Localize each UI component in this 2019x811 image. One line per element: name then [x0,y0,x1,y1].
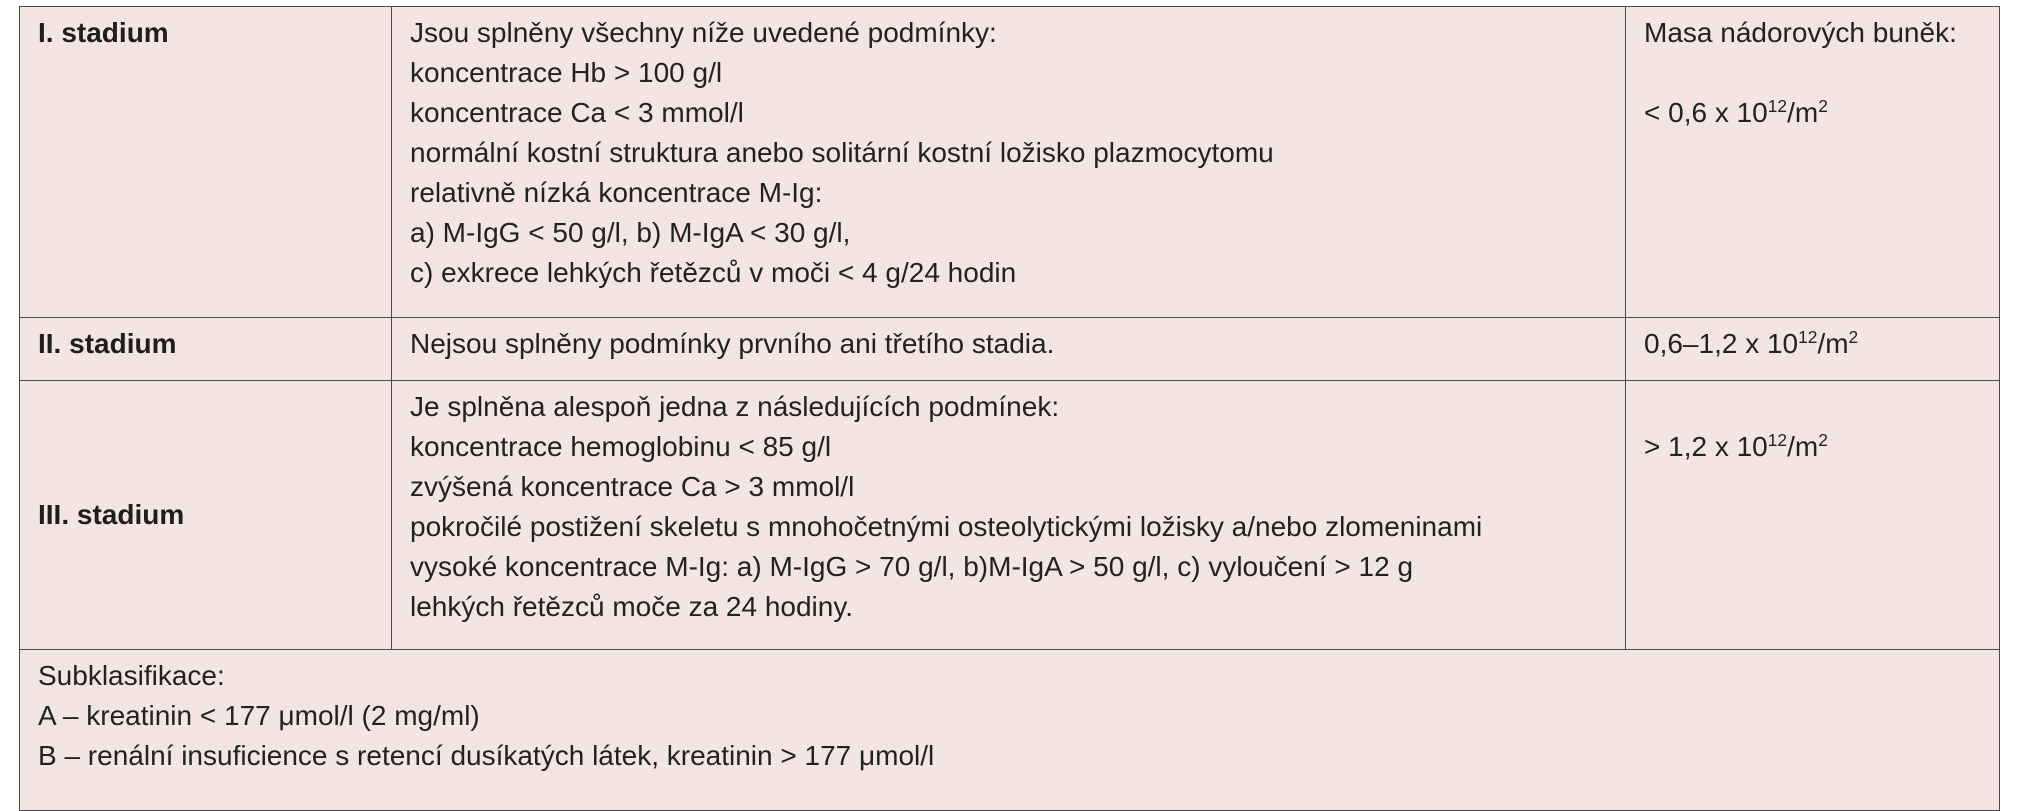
mass-unit-exponent: 2 [1818,96,1828,116]
mass-value-prefix: > 1,2 x 10 [1644,431,1768,462]
table-row-stage-3 [20,381,2000,650]
mass-value-exponent: 12 [1798,327,1818,347]
stage-3-condition-line: Je splněna alespoň jedna z následujících podmínek: [410,391,1060,422]
stage-1-label: I. stadium [38,17,169,48]
stage-3-mass-cell [1626,381,2000,650]
stage-1-condition-line: relativně nízká koncentrace M-Ig: [410,177,823,208]
stage-2-condition-line: Nejsou splněny podmínky prvního ani třetího stadia. [410,328,1055,359]
mass-value-prefix: < 0,6 x 10 [1644,97,1768,128]
mass-value-exponent: 12 [1767,96,1788,116]
stage-3-condition-line: koncentrace hemoglobinu < 85 g/l [410,431,832,462]
mass-unit-exponent: 2 [1818,430,1828,450]
spacer [1644,387,1981,427]
stage-2-mass-value [1644,324,1981,364]
stage-1-condition-line: c) exkrece lehkých řetězců v moči < 4 g/24 hodin [410,257,1017,288]
subclassification-cell [20,650,2000,811]
table-row-stage-2 [20,318,2000,381]
stage-3-condition-line: pokročilé postižení skeletu s mnohočetnými osteolytickými ložisky a/nebo zlomeninami [410,511,1483,542]
stage-2-conditions-cell [392,318,1626,381]
stage-1-condition-line: koncentrace Ca < 3 mmol/l [410,97,744,128]
mass-value-unit: /m [1817,328,1849,359]
stage-2-label-cell [20,318,392,381]
stage-3-label: III. stadium [38,499,185,530]
tumor-mass-heading: Masa nádorových buněk: [1644,17,1957,48]
stage-1-condition-line: a) M-IgG < 50 g/l, b) M-IgA < 30 g/l, [410,217,851,248]
table-row-subclassification [20,650,2000,811]
stage-3-conditions-cell [392,381,1626,650]
stage-1-condition-line: koncentrace Hb > 100 g/l [410,57,723,88]
stage-2-label: II. stadium [38,328,177,359]
stage-2-mass-cell [1626,318,2000,381]
mass-value-unit: /m [1787,97,1819,128]
subclassification-a: A – kreatinin < 177 μmol/l (2 mg/ml) [38,700,480,731]
stage-3-condition-line: zvýšená koncentrace Ca > 3 mmol/l [410,471,855,502]
stage-1-condition-line: Jsou splněny všechny níže uvedené podmínky: [410,17,997,48]
stage-3-condition-line: lehkých řetězců moče za 24 hodiny. [410,591,854,622]
mass-value-exponent: 12 [1767,430,1788,450]
mass-unit-exponent: 2 [1848,327,1859,347]
stage-1-mass-value [1644,93,1981,133]
subclassification-heading: Subklasifikace: [38,660,225,691]
stage-1-conditions-cell [392,7,1626,318]
stage-3-label-cell [20,381,392,650]
subclassification-b: B – renální insuficience s retencí dusíkatých látek, kreatinin > 177 μmol/l [38,740,935,771]
mass-value-prefix: 0,6–1,2 x 10 [1644,328,1799,359]
stage-3-condition-line: vysoké koncentrace M-Ig: a) M-IgG > 70 g/l, b)M-IgA > 50 g/l, c) vyloučení > 12 g [410,551,1414,582]
mass-value-unit: /m [1787,431,1819,462]
stage-1-mass-cell [1626,7,2000,318]
staging-table [19,6,2000,811]
stage-1-label-cell [20,7,392,318]
stage-3-mass-value [1644,427,1981,467]
spacer [1644,53,1981,93]
stage-1-condition-line: normální kostní struktura anebo solitární kostní ložisko plazmocytomu [410,137,1274,168]
table-row-stage-1 [20,7,2000,318]
